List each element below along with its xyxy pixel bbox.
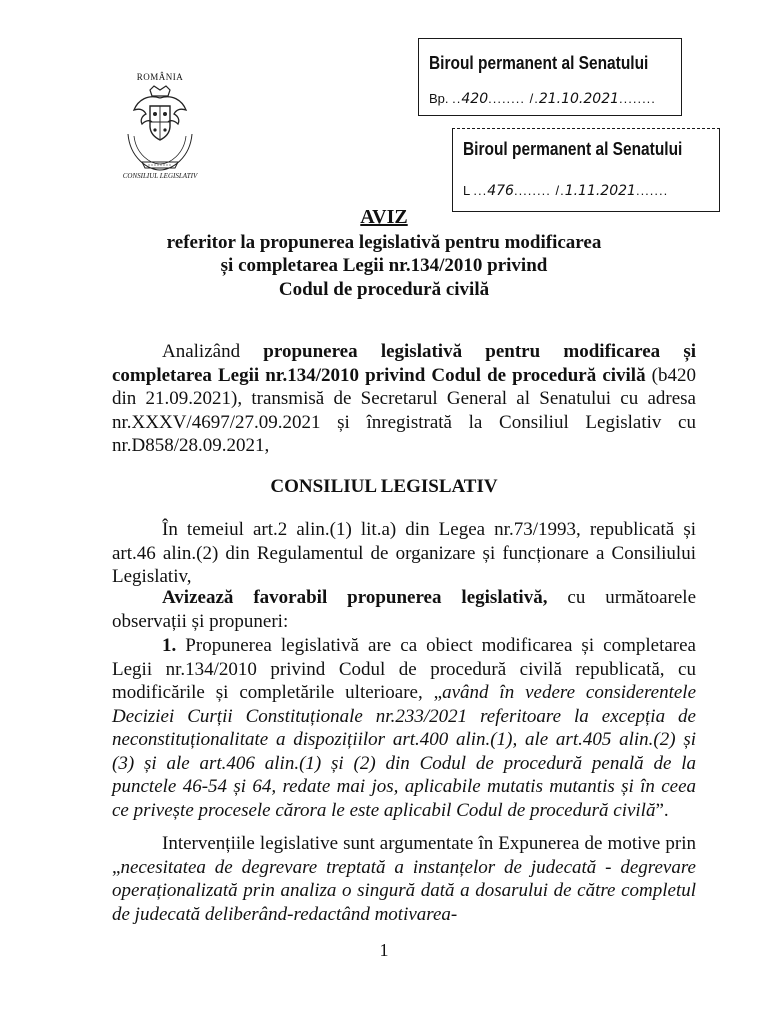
document-subtitle-line3: Codul de procedură civilă — [278, 279, 490, 300]
registration-stamp-bp — [418, 38, 682, 116]
stamp-date: 1.11.2021 — [564, 183, 636, 199]
document-title: AVIZ — [360, 206, 408, 228]
paragraph-introduction: Analizând propunerea legislativă pentru modificarea și completarea Legii nr.134/2010 privind Codul de procedură civilă (b420 din 21.09.2021), transmisă de Secretarul General al Senatului cu adresa nr.XXXV/4697/27.09.2021 și înregistrată la Consiliul Legislativ cu nr.D858/28.09.2021, — [112, 341, 697, 456]
page-number: 1 — [379, 940, 389, 960]
document-subtitle-line1: referitor la propunerea legislativă pentru modificarea — [166, 232, 602, 253]
section-heading: CONSILIUL LEGISLATIV — [270, 476, 498, 497]
coat-of-arms-emblem — [112, 72, 208, 190]
emblem-ring-text: CONSILIUL LEGISLATIV — [122, 172, 198, 180]
registration-stamp-l — [452, 128, 720, 212]
stamp-title: Biroul permanent al Senatului — [463, 139, 683, 159]
paragraph-arguments: Intervențiile legislative sunt argumentate în Expunerea de motive prin „necesitatea de degrevare treptată a instanțelor de judecată - degrevare operaționalizată prin analiza o singură dată a dosarului de către completul de judecată deliberând-redactând motivarea- — [112, 833, 696, 925]
stamp-number: 476 — [487, 183, 514, 199]
paragraph-observation-1: 1. Propunerea legislativă are ca obiect modificarea și completarea Legii nr.134/2010 privind Codul de procedură civilă republicată, cu modificările și completările ulterioare, „având în vedere considerentele Deciziei Curții Constituționale nr.233/2021 referitoare la excepția de neconstituționalitate a dispozițiilor art.400 alin.(1), ale art.405 alin.(2) și (3) și ale art.406 alin.(1) și (2) din Codul de procedură penală de la punctele 46-54 și 64, redate mai jos, aplicabile mutatis mutantis și în ceea ce privește procesele cărora le este aplicabil Codul de procedură civilă”. — [112, 635, 697, 821]
stamp-prefix: Bp. — [429, 91, 449, 106]
stamp-number: 420 — [461, 91, 489, 107]
stamp-title: Biroul permanent al Senatului — [429, 53, 649, 73]
stamp-prefix: L — [463, 183, 470, 198]
stamp-registration-line: Bp. ..420........ /.21.10.2021........ — [429, 91, 656, 107]
coat-of-arms-icon — [120, 84, 200, 176]
document-subtitle-line2: și completarea Legii nr.134/2010 privind — [220, 255, 548, 276]
paragraph-decision: Avizează favorabil propunerea legislativă, cu următoarele observații și propuneri: — [112, 587, 697, 632]
emblem-country: ROMÂNIA — [136, 72, 184, 82]
stamp-date: 21.10.2021 — [538, 91, 620, 107]
paragraph-legal-basis: În temeiul art.2 alin.(1) lit.a) din Legea nr.73/1993, republicată și art.46 alin.(2) din Regulamentul de organizare și funcționare a Consiliului Legislativ, — [112, 519, 696, 587]
stamp-registration-line: L ...476........ /.1.11.2021....... — [463, 183, 669, 199]
